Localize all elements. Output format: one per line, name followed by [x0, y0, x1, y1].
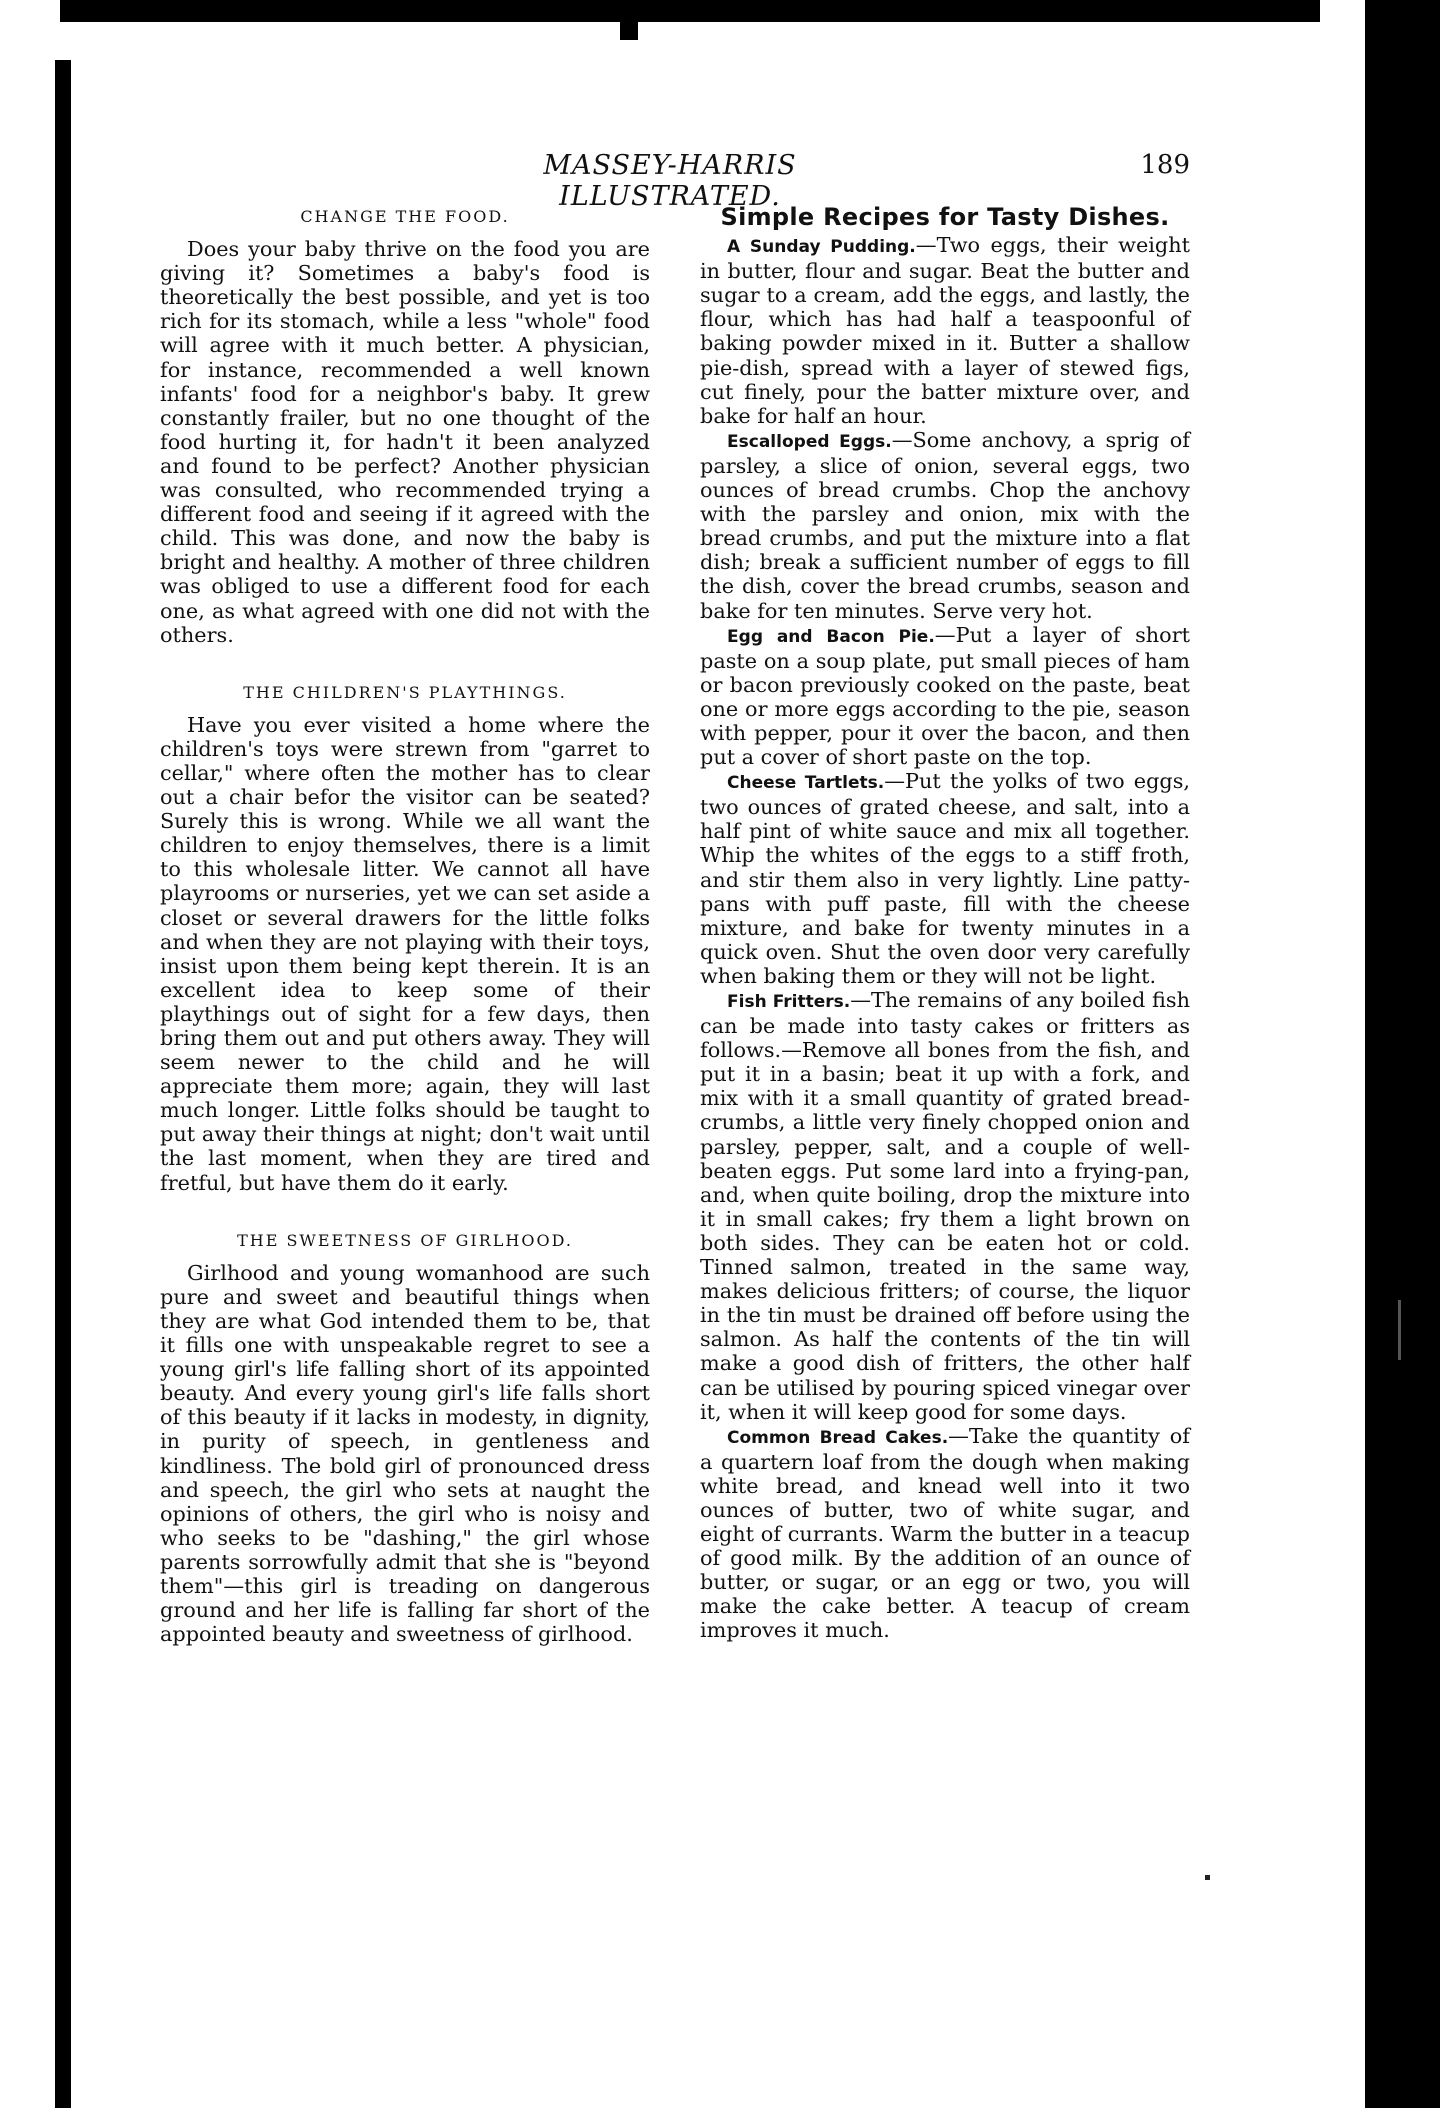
- section-heading: CHANGE THE FOOD.: [300, 207, 510, 226]
- scan-speck: [1205, 1875, 1210, 1880]
- section-heading: THE SWEETNESS OF GIRLHOOD.: [237, 1230, 573, 1250]
- left-column: [160, 205, 650, 1646]
- scan-border-notch: [620, 18, 638, 40]
- recipe-title: Fish Fritters.: [727, 992, 851, 1012]
- scan-speck: [1398, 1300, 1401, 1360]
- recipe-title: A Sunday Pudding.: [727, 237, 916, 258]
- recipe-body: —Put the yolks of two eggs, two ounces of grated cheese, and salt, into a half pint of white sauce and mix all together. Whip the whites of the eggs to a stiff froth, and stir them also in very lightly. Line patty-pans with puff paste, fill with the cheese mixture, and bake for twenty minutes in a quick oven. Shut the oven door very carefully when baking them or they will not be light.: [700, 769, 1191, 988]
- section-heading: THE CHILDREN'S PLAYTHINGS.: [243, 682, 567, 702]
- recipe-body: —Put a layer of short paste on a soup plate, put small pieces of ham or bacon previously cooked on the paste, beat one or more eggs according to the pie, season with pepper, pour it over the bacon, and then put a cover of short paste on the top.: [700, 622, 1190, 770]
- recipe: [700, 988, 1190, 1424]
- scan-border-left: [55, 60, 71, 2108]
- page-number: 189: [1140, 150, 1190, 180]
- recipe-title: Cheese Tartlets.: [727, 773, 885, 794]
- recipe-body: —Take the quantity of a quartern loaf from the dough when making white bread, and knead well into it two ounces of butter, two of white sugar, and eight of currants. Warm the butter in a teacup of good milk. By the addition of an ounce of butter, or sugar, or an egg or two, you will make the cake better. A teacup of cream improves it much.: [700, 1423, 1190, 1643]
- two-column-body: [160, 205, 1190, 1646]
- recipe-title: Common Bread Cakes.: [727, 1427, 949, 1448]
- recipe: [700, 623, 1190, 770]
- recipe-body: —Some anchovy, a sprig of parsley, a slice of onion, several eggs, two ounces of bread crumbs. Chop the anchovy with the parsley and onion, mix with the bread crumbs, and put the mixture into a flat dish; break a sufficient number of eggs to fill the dish, cover the bread crumbs, season and bake for ten minutes. Serve very hot.: [700, 427, 1190, 623]
- recipe-body: —The remains of any boiled fish can be made into tasty cakes or fritters as follows.—Remove all bones from the fish, and put it in a basin; beat it up with a fork, and mix with it a small quantity of grated bread-crumbs, a little very finely chopped onion and parsley, pepper, salt, and a couple of well-beaten eggs. Put some lard into a frying-pan, and, when quite boiling, drop the mixture into it in small cakes; fry them a light brown on both sides. They can be eaten hot or cold. Tinned salmon, treated in the same way, makes delicious fritters; of course, the liquor in the tin must be drained off before using the salmon. As half the contents of the tin will make a good dish of fritters, the other half can be utilised by pouring spiced vinegar over it, when it will keep good for some days.: [700, 988, 1190, 1424]
- recipe: [700, 769, 1190, 988]
- scan-border-right: [1365, 0, 1440, 2108]
- magazine-page: [160, 150, 1191, 1647]
- recipe-title: Egg and Bacon Pie.: [727, 626, 935, 647]
- running-head: [160, 150, 1190, 212]
- recipe: [700, 233, 1190, 428]
- section-body: Does your baby thrive on the food you are giving it? Sometimes a baby's food is theoretically the best possible, and yet is too rich for its stomach, while a less "whole" food will agree with it much better. A physician, for instance, recommended a well known infants' food for a neighbor's baby. It grew constantly frailer, but no one thought of the food hurting it, for hadn't it been analyzed and found to be perfect? Another physician was consulted, who recommended trying a different food and seeing if it agreed with the child. This was done, and now the baby is bright and healthy. A mother of three children was obliged to use a different food for each one, as what agreed with one did not with the others.: [160, 237, 650, 647]
- section-body: Girlhood and young womanhood are such pure and sweet and beautiful things when they are what God intended them to be, that it fills one with unspeakable regret to see a young girl's life falling short of its appointed beauty. And every young girl's life falls short of this beauty if it lacks in modesty, in dignity, in purity of speech, in gentleness and kindliness. The bold girl of pronounced dress and speech, the girl who sets at naught the opinions of others, the girl who is noisy and who seeks to be "dashing," the girl whose parents sorrowfully admit that she is "beyond them"—this girl is treading on dangerous ground and her life is falling far short of the appointed beauty and sweetness of girlhood.: [160, 1260, 650, 1647]
- recipe: [700, 428, 1190, 623]
- right-column: [700, 205, 1190, 1646]
- section-body: Have you ever visited a home where the children's toys were strewn from "garret to cellar," where often the mother has to clear out a chair befor the visitor can be seated? Surely this is wrong. While we all want the children to enjoy themselves, there is a limit to this wholesale litter. We cannot all have playrooms or nurseries, yet we can set aside a closet or several drawers for the little folks and when they are not playing with their toys, insist upon them being kept therein. It is an excellent idea to keep some of their playthings out of sight for a few days, then bring them out and put others away. They will seem newer to the child and he will appreciate them more; again, they will last much longer. Little folks should be taught to put away their things at night; don't wait until the last moment, when they are tired and fretful, but have them do it early.: [160, 712, 650, 1195]
- recipe: [700, 1424, 1190, 1643]
- recipes-heading: Simple Recipes for Tasty Dishes.: [720, 203, 1170, 231]
- scan-border-top: [60, 0, 1320, 22]
- recipe-title: Escalloped Eggs.: [727, 431, 892, 452]
- running-title: MASSEY-HARRIS ILLUSTRATED.: [543, 150, 797, 212]
- recipe-body: —Two eggs, their weight in butter, flour and sugar. Beat the butter and sugar to a cream, add the eggs, and lastly, the flour, which has had half a teaspoonful of baking powder mixed in it. Butter a shallow pie-dish, spread with a layer of stewed figs, cut finely, pour the batter mixture over, and bake for half an hour.: [700, 233, 1190, 428]
